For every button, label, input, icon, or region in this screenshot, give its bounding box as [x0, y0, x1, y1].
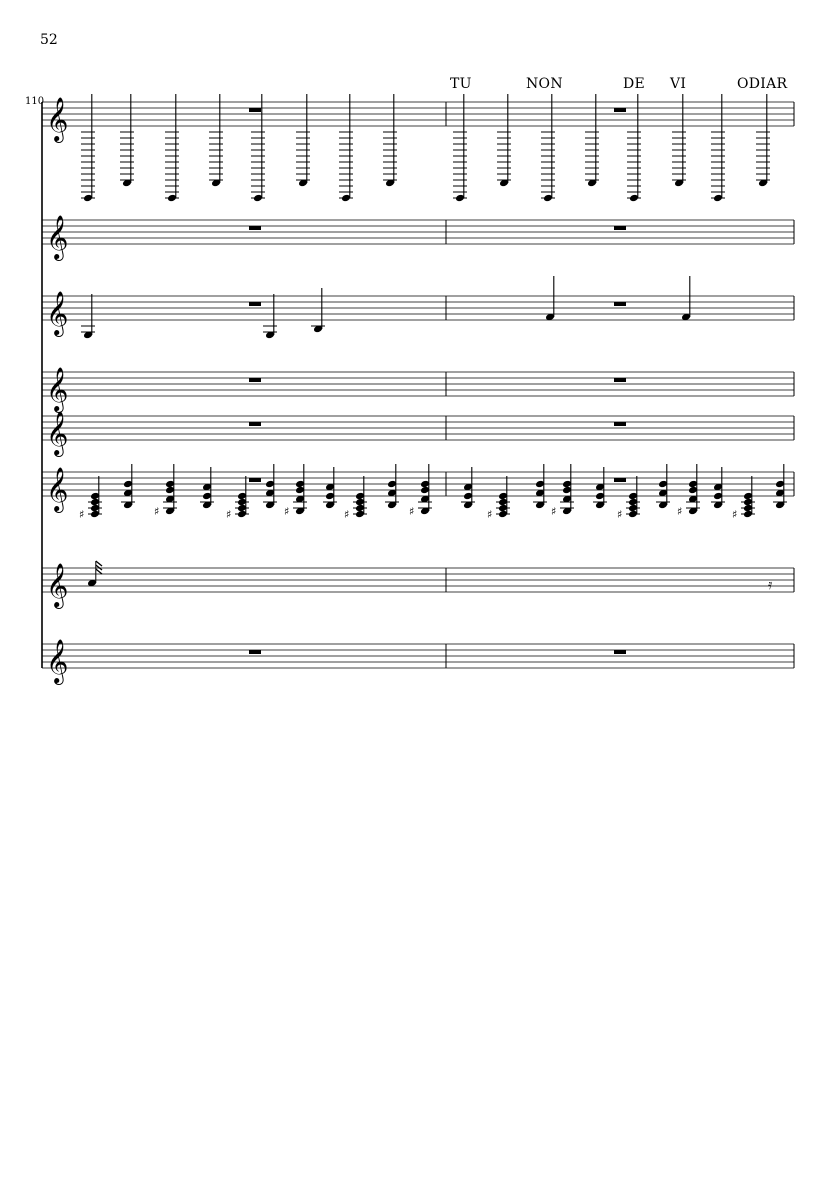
sharp-icon: ♯	[344, 508, 350, 521]
sharp-icon: ♯	[487, 508, 493, 521]
sharp-icon: ♯	[677, 505, 683, 518]
whole-rest	[249, 378, 261, 382]
treble-clef-icon: 𝄞	[46, 411, 69, 455]
whole-rest	[614, 650, 626, 654]
sharp-icon: ♯	[551, 505, 557, 518]
whole-rest	[614, 378, 626, 382]
sharp-icon: ♯	[409, 505, 415, 518]
treble-clef-icon: 𝄞	[46, 291, 69, 335]
lyric-syllable: NON	[526, 76, 563, 92]
whole-rest	[249, 478, 261, 482]
whole-rest	[614, 478, 626, 482]
treble-clef-icon: 𝄞	[46, 215, 69, 259]
sharp-icon: ♯	[617, 508, 623, 521]
treble-clef-icon: 𝄞	[46, 367, 69, 411]
page-number: 52	[40, 32, 58, 48]
lyric-syllable: ODIAR	[737, 76, 788, 92]
whole-rest	[249, 302, 261, 306]
whole-rest	[614, 108, 626, 112]
whole-rest	[614, 422, 626, 426]
whole-rest	[614, 226, 626, 230]
measure-number: 110	[25, 96, 45, 107]
sharp-icon: ♯	[226, 508, 232, 521]
lyric-syllable: VI	[670, 76, 687, 92]
sharp-icon: ♯	[732, 508, 738, 521]
treble-clef-icon: 𝄞	[46, 563, 69, 607]
rest-icon: 𝄿	[768, 577, 773, 593]
sharp-icon: ♯	[284, 505, 290, 518]
treble-clef-icon: 𝄞	[46, 639, 69, 683]
whole-rest	[249, 226, 261, 230]
whole-rest	[249, 108, 261, 112]
treble-clef-icon: 𝄞	[46, 467, 69, 511]
lyric-syllable: TU	[450, 76, 472, 92]
lyric-syllable: DE	[623, 76, 646, 92]
whole-rest	[614, 302, 626, 306]
sharp-icon: ♯	[79, 508, 85, 521]
sharp-icon: ♯	[154, 505, 160, 518]
treble-clef-icon: 𝄞	[46, 97, 69, 141]
whole-rest	[249, 650, 261, 654]
whole-rest	[249, 422, 261, 426]
